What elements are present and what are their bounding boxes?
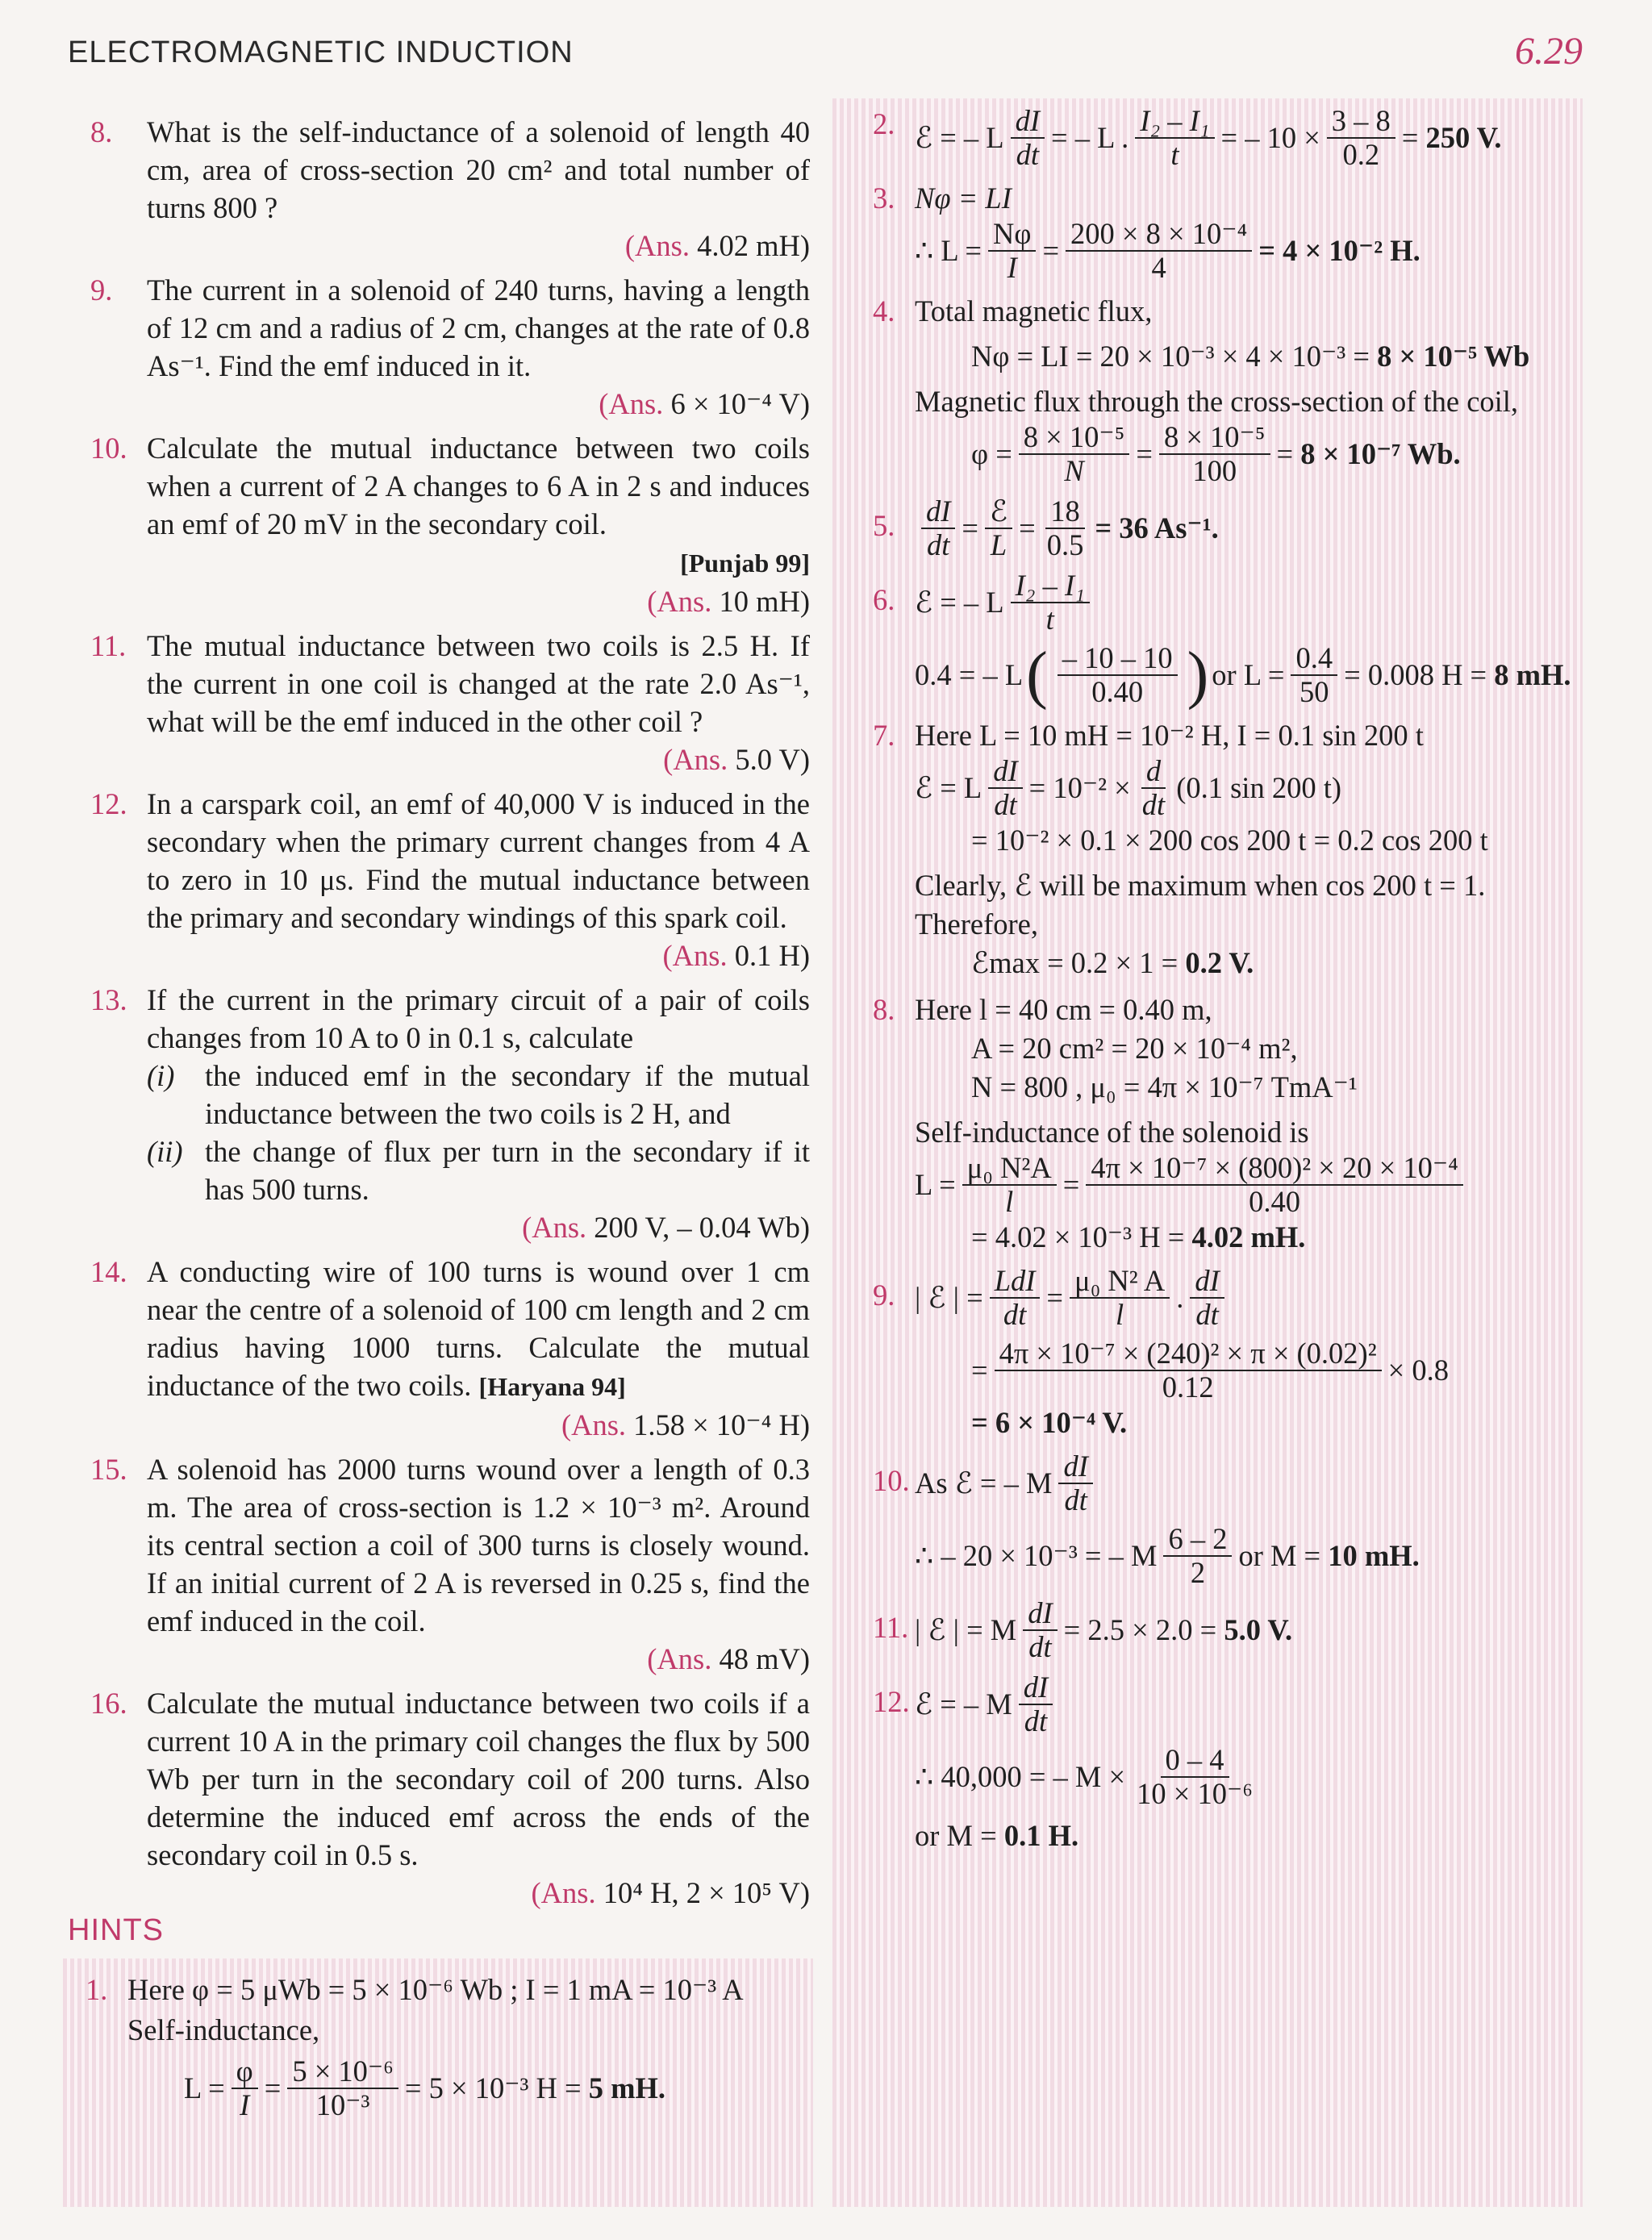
- hint-line: Nφ = LI = 20 × 10⁻³ × 4 × 10⁻³ =: [971, 340, 1370, 373]
- sub-text: the change of flux per turn in the secondary if it has 500 turns.: [205, 1135, 810, 1206]
- fraction: $\frac{6 - 2}{2}$: [1163, 1523, 1232, 1589]
- answer-label: (Ans.: [663, 743, 728, 776]
- problem-text: In a carspark coil, an emf of 40,000 V is induced in the secondary when the primary current changes from 4 A to zero in 10 μs. Find the mutual inductance between the primary and secondary windings of this spark coil.: [147, 787, 810, 934]
- hint-line: Here l = 40 cm = 0.40 m,: [915, 993, 1212, 1026]
- hint-5: 5. $\frac{dI}{dt}$ = $\frac{\text{ℰ}}{L}$ = $\frac{18}{0.5}$ = 36 As⁻¹.: [873, 494, 1219, 561]
- hint-line: N = 800 , μ₀ = 4π × 10⁻⁷ TmA⁻¹: [971, 1070, 1358, 1103]
- fraction: $\frac{\text{8 × 10⁻⁵}}{100}$: [1159, 421, 1270, 487]
- equation-result: = 6 × 10⁻⁴ V.: [971, 1406, 1128, 1439]
- problem-number: 10.: [90, 432, 127, 465]
- equation-part: ℰ = – L: [915, 121, 1004, 154]
- hint-number: 3.: [873, 181, 895, 215]
- hint-8: 8. Here l = 40 cm = 0.40 m, A = 20 cm² = 20 × 10⁻⁴ m², N = 800 , μ₀ = 4π × 10⁻⁷ TmA⁻¹ Self-inductance of the solenoid is L = $\frac{\text{μ₀ N²A}}{l}$ = $\frac{\text{4π × 10⁻⁷ × (800)² × 20 × 10⁻⁴}}{0.40}$ = 4.02 × 10⁻³ H = 4.02 mH.: [855, 991, 1565, 1257]
- answer-value: 10 mH): [719, 585, 810, 618]
- fraction: $\frac{\varphi}{I}$: [232, 2055, 258, 2121]
- equation-part: = 10⁻² ×: [1028, 771, 1131, 804]
- equation-result: 5 mH.: [588, 2071, 666, 2104]
- equation-part: × 0.8: [1387, 1354, 1450, 1387]
- equation-part: ∴ L =: [915, 234, 982, 267]
- problem-9: [68, 271, 810, 423]
- equation-part: ∴ – 20 × 10⁻³ = – M: [915, 1539, 1158, 1572]
- fraction: $\frac{\text{μ₀ N² A}}{l}$: [1070, 1265, 1170, 1331]
- equation-part: 0.4 = – L: [915, 658, 1024, 691]
- answer-value: 6 × 10⁻⁴ V): [670, 387, 810, 420]
- fraction: $\frac{\text{4π × 10⁻⁷ × (800)² × 20 × 10⁻⁴}}{0.40}$: [1086, 1152, 1463, 1218]
- problem-text: If the current in the primary circuit of a pair of coils changes from 10 A to 0 in 0.1 s, calculate: [147, 983, 810, 1054]
- hint-line: = 10⁻² × 0.1 × 200 cos 200 t = 0.2 cos 200 t: [971, 824, 1488, 857]
- sub-question: [147, 1057, 810, 1133]
- equation-part: As ℰ = – M: [915, 1466, 1053, 1500]
- hint-number: 7.: [873, 719, 895, 752]
- problem-14: [68, 1253, 810, 1444]
- equation-part: | ℰ | =: [915, 1281, 983, 1314]
- hint-line: Self-inductance of the solenoid is: [915, 1116, 1309, 1149]
- hint-number: 8.: [873, 993, 895, 1026]
- answer-label: (Ans.: [522, 1211, 587, 1244]
- running-header: ELECTROMAGNETIC INDUCTION: [68, 35, 574, 69]
- fraction: $\frac{\text{5 × 10⁻⁶}}{\text{10⁻³}}$: [287, 2055, 398, 2121]
- answer-value: 200 V, – 0.04 Wb): [594, 1211, 810, 1244]
- problem-8: [68, 113, 810, 265]
- problem-12: [68, 785, 810, 974]
- hint-4: 4. Total magnetic flux, Nφ = LI = 20 × 10⁻³ × 4 × 10⁻³ = 8 × 10⁻⁵ Wb Magnetic flux through the cross-section of the coil, φ = $\frac{\text{8 × 10⁻⁵}}{N}$ = $\frac{\text{8 × 10⁻⁵}}{100}$ = 8 × 10⁻⁷ Wb.: [855, 292, 1565, 487]
- hint-7: [855, 716, 1565, 982]
- problem-text: Calculate the mutual inductance between two coils if a current 10 A in the primary coil changes the flux by 500 Wb per turn in the secondary coil of 200 turns. Also determine the induced emf across the ends of the secondary coil in 0.5 s.: [147, 1687, 810, 1871]
- hint-9: 9. | ℰ | = $\frac{\text{LdI}}{dt}$ = $\frac{\text{μ₀ N² A}}{l}$ . $\frac{dI}{dt}$ = $\frac{\text{4π × 10⁻⁷ × (240)² × π × (0.02)²}}{0.12}$ × 0.8 = 6 × 10⁻⁴ V.: [855, 1265, 1565, 1442]
- equation-result: 8 × 10⁻⁷ Wb.: [1300, 437, 1461, 470]
- problem-10: [68, 429, 810, 620]
- equation-result: 8 × 10⁻⁵ Wb: [1377, 340, 1530, 373]
- equation-result: 5.0 V.: [1224, 1613, 1293, 1646]
- hint-line: Here φ = 5 μWb = 5 × 10⁻⁶ Wb ; I = 1 mA = 10⁻³ A: [127, 1973, 744, 2006]
- equation-part: =: [1276, 437, 1294, 470]
- fraction: $\frac{dI}{dt}$: [1011, 105, 1045, 171]
- fraction: $\frac{- 10 - 10}{0.40}$: [1058, 642, 1178, 708]
- fraction: $\frac{\text{ℰ}}{L}$: [985, 495, 1012, 561]
- problem-11: [68, 627, 810, 778]
- fraction: $\frac{\text{I₂ – I₁}}{t}$: [1135, 105, 1214, 171]
- problem-text: What is the self-inductance of a solenoid of length 40 cm, area of cross-section 20 cm² and total number of turns 800 ?: [147, 115, 810, 224]
- equation-part: = – L .: [1051, 121, 1129, 154]
- equation-part: ∴ 40,000 = – M ×: [915, 1760, 1126, 1793]
- equation-result: 0.2 V.: [1185, 946, 1254, 979]
- problem-number: 13.: [90, 983, 127, 1016]
- sub-text: the induced emf in the secondary if the mutual inductance between the two coils is 2 H, and: [205, 1059, 810, 1130]
- equation-part: | ℰ | = M: [915, 1613, 1017, 1646]
- answer-label: (Ans.: [531, 1876, 596, 1909]
- hint-number: 2.: [873, 107, 895, 140]
- problem-16: [68, 1684, 810, 1912]
- fraction: $\frac{dI}{dt}$: [1190, 1265, 1224, 1331]
- equation-part: ℰ = – M: [915, 1687, 1012, 1721]
- hint-number: 4.: [873, 294, 895, 327]
- hint-line: Total magnetic flux,: [915, 294, 1153, 327]
- fraction: $\frac{\text{μ₀ N²A}}{l}$: [962, 1152, 1057, 1218]
- page-number: 6.29: [1515, 30, 1583, 73]
- equation-result: = 36 As⁻¹.: [1095, 511, 1219, 544]
- answer-label: (Ans.: [647, 1642, 712, 1675]
- equation-part: or L =: [1212, 658, 1285, 691]
- hint-line: = 4.02 × 10⁻³ H =: [971, 1220, 1185, 1253]
- equation-part: = – 10 ×: [1220, 121, 1320, 154]
- hint-number: 5.: [873, 509, 895, 542]
- problem-13: [68, 981, 810, 1246]
- problem-15: [68, 1450, 810, 1678]
- problem-text: A solenoid has 2000 turns wound over a length of 0.3 m. The area of cross-section is 1.2 × 10⁻³ m². Around its central section a coil of 300 turns is closely wound. If an initial current of 2 A is reversed in 0.25 s, find the emf induced in the coil.: [147, 1453, 810, 1637]
- answer-value: 48 mV): [719, 1642, 810, 1675]
- fraction: $\frac{dI}{dt}$: [921, 495, 955, 561]
- equation-part: or M =: [1238, 1539, 1321, 1572]
- problem-text: Calculate the mutual inductance between two coils when a current of 2 A changes to 6 A in 2 s and induces an emf of 20 mV in the secondary coil.: [147, 432, 810, 540]
- hint-line: Self-inductance,: [127, 2013, 320, 2046]
- problem-number: 12.: [90, 787, 127, 820]
- answer-label: (Ans.: [561, 1408, 627, 1441]
- problem-number: 9.: [90, 273, 113, 307]
- equation-part: φ =: [971, 437, 1012, 470]
- equation-part: or M =: [915, 1819, 997, 1852]
- hint-3: 3. Nφ = LI ∴ L = $\frac{N\varphi}{I}$ = $\frac{\text{200 × 8 × 10⁻⁴}}{4}$ = 4 × 10⁻² H.: [855, 179, 1565, 284]
- equation-part: ℰ = L: [915, 771, 982, 804]
- hint-line: ℰmax = 0.2 × 1 =: [971, 946, 1179, 979]
- hint-line: Magnetic flux through the cross-section of the coil,: [915, 385, 1519, 418]
- equation-result: 250 V.: [1425, 121, 1502, 154]
- fraction: $\frac{\text{4π × 10⁻⁷ × (240)² × π × (0.02)²}}{0.12}$: [995, 1337, 1382, 1404]
- problem-text: The mutual inductance between two coils is 2.5 H. If the current in one coil is changed at the rate 2.0 As⁻¹, what will be the emf induced in the other coil ?: [147, 629, 810, 738]
- hints-heading: HINTS: [68, 1913, 164, 1947]
- hint-number: 10.: [873, 1464, 910, 1497]
- problem-number: 14.: [90, 1255, 127, 1288]
- problems-column: [68, 113, 810, 1918]
- hint-number: 11.: [873, 1611, 909, 1644]
- equation-part: = 0.008 H =: [1344, 658, 1487, 691]
- fraction: $\frac{\text{8 × 10⁻⁵}}{N}$: [1019, 421, 1130, 487]
- hints-column: [855, 104, 1571, 1863]
- equation-result: 4.02 mH.: [1191, 1220, 1306, 1253]
- equation-rhs: = 5 × 10⁻³ H =: [404, 2071, 582, 2104]
- source-tag: [Punjab 99]: [680, 549, 810, 578]
- equation-result: 10 mH.: [1328, 1539, 1420, 1572]
- fraction: $\frac{dI}{dt}$: [1058, 1450, 1092, 1516]
- fraction: $\frac{3 - 8}{0.2}$: [1327, 105, 1395, 171]
- problem-number: 8.: [90, 115, 113, 148]
- problem-text: The current in a solenoid of 240 turns, having a length of 12 cm and a radius of 2 cm, changes at the rate of 0.8 As⁻¹. Find the emf induced in it.: [147, 273, 810, 382]
- hint-line: Therefore,: [915, 907, 1038, 941]
- fraction: $\frac{N\varphi}{I}$: [988, 218, 1036, 284]
- hint-line: Here L = 10 mH = 10⁻² H, I = 0.1 sin 200 t: [915, 719, 1424, 752]
- answer-value: 1.58 × 10⁻⁴ H): [633, 1408, 810, 1441]
- hint-line: A = 20 cm² = 20 × 10⁻⁴ m²,: [971, 1032, 1298, 1065]
- fraction: $\frac{\text{LdI}}{dt}$: [990, 1265, 1041, 1331]
- hint-12: [855, 1671, 1565, 1855]
- fraction: $\frac{dI}{dt}$: [988, 755, 1022, 821]
- fraction: $\frac{\text{200 × 8 × 10⁻⁴}}{4}$: [1066, 218, 1252, 284]
- equation-result: 8 mH.: [1494, 658, 1571, 691]
- hint-number: 9.: [873, 1279, 895, 1312]
- fraction: $\frac{dI}{dt}$: [1023, 1597, 1057, 1663]
- hint-1: 1. Here φ = 5 μWb = 5 × 10⁻⁶ Wb ; I = 1 mA = 10⁻³ A Self-inductance, L = $\frac{\varphi}{I}$ = $\frac{\text{5 × 10⁻⁶}}{\text{10⁻³}}$ = 5 × 10⁻³ H = 5 mH.: [68, 1970, 802, 2129]
- hint-11: [855, 1597, 1565, 1663]
- sub-question: [147, 1133, 810, 1208]
- fraction: $\frac{\text{I₂ – I₁}}{t}$: [1011, 569, 1090, 636]
- answer-value: 0.1 H): [734, 939, 810, 972]
- fraction: $\frac{dI}{dt}$: [1019, 1671, 1053, 1737]
- equation-result: = 4 × 10⁻² H.: [1258, 234, 1420, 267]
- hint-10: [855, 1450, 1565, 1589]
- equation-part: = 2.5 × 2.0 =: [1063, 1613, 1217, 1646]
- answer-value: 4.02 mH): [697, 229, 810, 262]
- equation-part: L =: [915, 1168, 956, 1201]
- answer-value: 10⁴ H, 2 × 10⁵ V): [603, 1876, 810, 1909]
- equation-lhs: L =: [184, 2071, 225, 2104]
- fraction: $\frac{d}{dt}$: [1141, 754, 1166, 821]
- source-tag: [Haryana 94]: [478, 1372, 626, 1401]
- hint-line: Clearly, ℰ will be maximum when cos 200 t = 1.: [915, 869, 1486, 902]
- fraction: $\frac{0.4}{50}$: [1291, 642, 1337, 708]
- answer-label: (Ans.: [662, 939, 728, 972]
- equation-result: 0.1 H.: [1003, 1819, 1079, 1852]
- problem-number: 11.: [90, 629, 127, 662]
- problem-number: 16.: [90, 1687, 127, 1720]
- hint-number: 1.: [86, 1973, 108, 2006]
- problem-number: 15.: [90, 1453, 127, 1486]
- problem-text: A conducting wire of 100 turns is wound over 1 cm near the centre of a solenoid of 100 cm length and 2 cm radius having 1000 turns. Calculate the mutual inductance of the two coils.: [147, 1255, 810, 1402]
- equation-part: (0.1 sin 200 t): [1176, 771, 1341, 804]
- fraction: $\frac{18}{0.5}$: [1046, 494, 1084, 561]
- hint-number: 12.: [873, 1685, 910, 1718]
- sub-number: (i): [147, 1059, 175, 1092]
- hint-number: 6.: [873, 583, 895, 616]
- answer-label: (Ans.: [647, 585, 712, 618]
- answer-label: (Ans.: [599, 387, 664, 420]
- equation-part: ℰ = – L: [915, 586, 1004, 619]
- hint-6: 6. ℰ = – L $\frac{\text{I₂ – I₁}}{t}$ 0.4 = – L ( $\frac{- 10 - 10}{0.40}$ ) or L = $\frac{0.4}{50}$ = 0.008 H = 8 mH.: [873, 569, 1571, 711]
- hint-2: [855, 105, 1565, 171]
- equation-part: =: [1401, 121, 1419, 154]
- sub-number: (ii): [147, 1135, 183, 1168]
- hint-line: Nφ = LI: [915, 181, 1012, 215]
- fraction: $\frac{0 - 4}{\text{10 × 10⁻⁶}}$: [1137, 1743, 1253, 1810]
- answer-value: 5.0 V): [735, 743, 810, 776]
- answer-label: (Ans.: [624, 229, 690, 262]
